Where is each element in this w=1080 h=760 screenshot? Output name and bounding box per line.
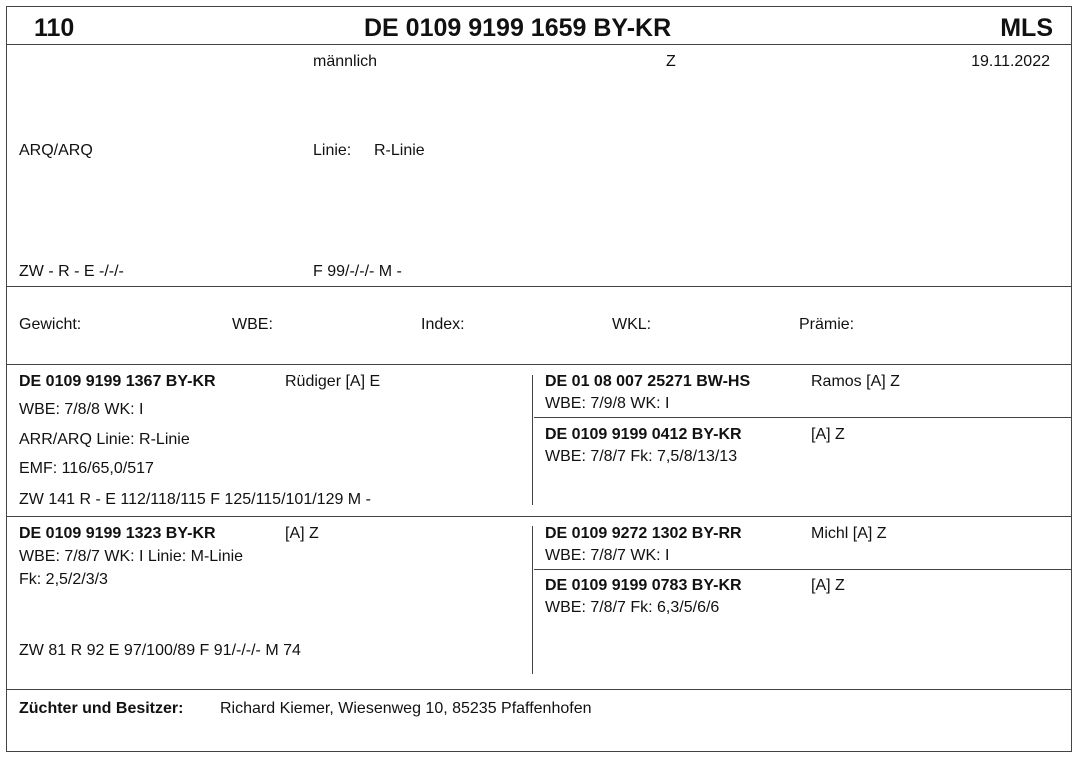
dam-dam-id: DE 0109 9199 0783 BY-KR (545, 577, 742, 594)
divider (7, 364, 1071, 365)
line-label: Linie: (313, 142, 352, 159)
sire-dam-wbe: WBE: 7/8/7 Fk: 7,5/8/13/13 (545, 448, 738, 465)
divider (7, 44, 1071, 45)
breeding-value: ZW - R - E -/-/- (19, 263, 124, 280)
divider (534, 569, 1071, 570)
dam-breeding-value: ZW 81 R 92 E 97/100/89 F 91/-/-/- M 74 (19, 642, 301, 659)
dam-sire-name: Michl [A] Z (811, 525, 887, 542)
sire-emf: EMF: 116/65,0/517 (19, 460, 154, 477)
birth-date: 19.11.2022 (971, 53, 1050, 70)
dam-fk: Fk: 2,5/2/3/3 (19, 571, 108, 588)
index-label: Index: (421, 316, 465, 333)
dam-sire-id: DE 0109 9272 1302 BY-RR (545, 525, 742, 542)
divider (7, 516, 1071, 517)
mark: Z (666, 53, 676, 70)
dam-dam-name: [A] Z (811, 577, 845, 594)
dam-id: DE 0109 9199 1323 BY-KR (19, 525, 216, 542)
breeder-label: Züchter und Besitzer: (19, 700, 184, 717)
sire-dam-name: [A] Z (811, 426, 845, 443)
divider (7, 689, 1071, 690)
wkl-label: WKL: (612, 316, 652, 333)
dam-dam-wbe: WBE: 7/8/7 Fk: 6,3/5/6/6 (545, 599, 720, 616)
dam-wbe: WBE: 7/8/7 WK: I Linie: M-Linie (19, 548, 244, 565)
f-value: F 99/-/-/- M - (313, 263, 402, 280)
sire-sire-name: Ramos [A] Z (811, 373, 900, 390)
catalog-card (6, 6, 1072, 752)
sire-genotype-line: ARR/ARQ Linie: R-Linie (19, 431, 190, 448)
dam-sire-wbe: WBE: 7/8/7 WK: I (545, 547, 670, 564)
sire-wbe: WBE: 7/8/8 WK: I (19, 401, 144, 418)
breed-code: MLS (1000, 14, 1053, 42)
weight-label: Gewicht: (19, 316, 82, 333)
sire-sire-wbe: WBE: 7/9/8 WK: I (545, 395, 670, 412)
breeder-value: Richard Kiemer, Wiesenweg 10, 85235 Pfaffenhofen (220, 700, 592, 717)
sire-breeding-value: ZW 141 R - E 112/118/115 F 125/115/101/129 M - (19, 491, 371, 508)
dam-name: [A] Z (285, 525, 319, 542)
sex: männlich (313, 53, 378, 70)
genotype: ARQ/ARQ (19, 142, 93, 159)
sire-id: DE 0109 9199 1367 BY-KR (19, 373, 216, 390)
sire-dam-id: DE 0109 9199 0412 BY-KR (545, 426, 742, 443)
premium-label: Prämie: (799, 316, 855, 333)
ring-id: DE 0109 9199 1659 BY-KR (364, 14, 672, 42)
entry-number: 110 (34, 14, 75, 42)
divider (7, 286, 1071, 287)
divider (532, 526, 533, 674)
sire-sire-id: DE 01 08 007 25271 BW-HS (545, 373, 751, 390)
wbe-label: WBE: (232, 316, 273, 333)
divider (532, 375, 533, 505)
sire-name: Rüdiger [A] E (285, 373, 381, 390)
divider (534, 417, 1071, 418)
line-value: R-Linie (374, 142, 425, 159)
